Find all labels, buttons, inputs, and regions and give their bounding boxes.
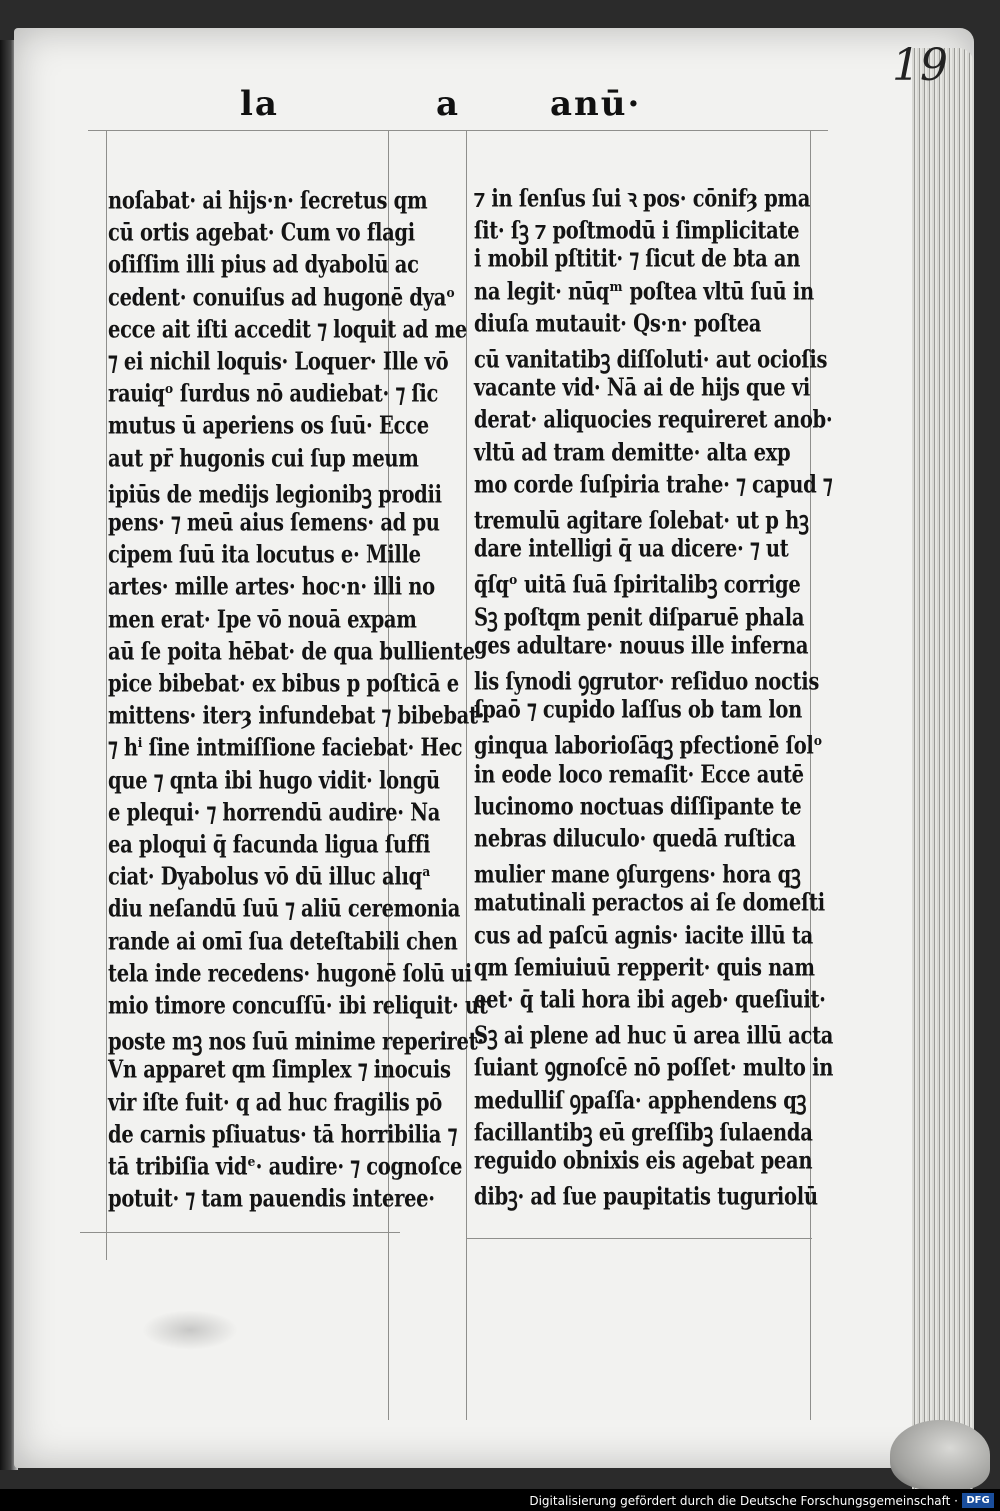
left-line: ciat· Dyabolus vō dū illuc alıqᵃ <box>108 862 431 891</box>
left-line: aū ſe poita hēbat· de qua bulliente <box>108 636 475 666</box>
left-line: tā tribiſia vidᵉ· audire· ⁊ cognoſce <box>108 1152 463 1181</box>
right-line: reguido obnixis eis agebat pean <box>474 1146 813 1175</box>
left-line: tela inde recedens· hugonē ſolū ui <box>108 958 472 988</box>
left-line: ea ploqui q̄ facunda ligua ſuffi <box>108 830 431 859</box>
left-line: rauiqᵒ ſurdus nō audiebat· ⁊ ſic <box>108 379 439 408</box>
left-line: diu neſandū ſuū ⁊ aliū ceremonia <box>108 894 461 924</box>
left-line: artes· mille artes· hoc·n· illi no <box>108 572 435 602</box>
footer-credit: Digitalisierung gefördert durch die Deutsche Forschungsgemeinschaft · <box>529 1494 958 1508</box>
left-line: mutus ū aperiens os ſuū· Ecce <box>108 411 429 441</box>
dfg-logo: DFG <box>962 1493 994 1508</box>
right-line: eet· q̄ tali hora ibi ageb· queſiuit· <box>474 985 826 1014</box>
running-header-left: la <box>240 84 279 124</box>
right-line: ginqua laborioſāqꝫ pfectionē ſolᵒ <box>474 731 823 760</box>
right-line: facillantibꝫ eū greſſibꝫ ſulaenda <box>474 1117 813 1147</box>
ruling-left-bottom <box>80 1232 400 1233</box>
right-line: qm ſemiuiuū repperit· quis nam <box>474 952 815 982</box>
right-line: mo corde ſuſpiria trahe· ⁊ capud ⁊ <box>474 469 833 499</box>
left-line: ecce ait iſti accedit ⁊ loquit ad me <box>108 314 468 344</box>
left-line: oſiſſim illi pius ad dyabolū ac <box>108 250 419 280</box>
right-line: lis ſynodi ꝯgrutor· reſiduo noctis <box>474 666 820 696</box>
ruling-top <box>88 130 828 131</box>
right-line: ⁊ in ſenſus ſui ꝛ pos· cōnifȝ pma <box>474 183 811 213</box>
left-line: pens· ⁊ meū aius ſemens· ad pu <box>108 508 440 537</box>
right-line: lucinomo noctuas diſſipante te <box>474 791 802 821</box>
left-line: que ⁊ qnta ibi hugo vidit· longū <box>108 765 440 795</box>
left-line: Vn apparet qm ſimplex ⁊ inocuis <box>108 1055 451 1085</box>
right-line: vltū ad tram demitte· alta exp <box>474 437 791 467</box>
left-line: ⁊ ei nichil loquis· Loquer· Ille vō <box>108 347 449 376</box>
footer-bar <box>0 1489 1000 1511</box>
ink-smudge <box>142 1310 238 1350</box>
left-line: potuit· ⁊ tam pauendis interee· <box>108 1184 435 1213</box>
left-line: noſabat· ai hijs·n· ſecretus qm <box>108 186 428 215</box>
ruling-right-bottom <box>466 1238 812 1239</box>
right-line: derat· aliquocies requireret anob· <box>474 405 833 435</box>
right-line: nebras diluculo· quedā ruſtica <box>474 824 796 853</box>
right-line: in eode loco remaſit· Ecce autē <box>474 759 804 789</box>
page-block-edges <box>912 48 974 1498</box>
running-header-right: anū· <box>550 84 642 124</box>
left-line: rande ai omī ſua deteſtabili chen <box>108 926 458 956</box>
left-line: poste mꝫ nos ſuū minime reperiret· <box>108 1026 484 1056</box>
left-line: mittens· iterȝ infundebat ⁊ bibebat· <box>108 701 485 730</box>
right-line: ges adultare· nouus ille inferna <box>474 630 809 660</box>
right-line: Sꝫ ai plene ad huc ū area illū acta <box>474 1020 834 1050</box>
left-line: mio timore concuſſū· ibi reliquit· ut <box>108 991 488 1020</box>
folio-number: 19 <box>892 40 948 91</box>
right-line: i mobil pſtitit· ⁊ ſicut de bta an <box>474 244 801 274</box>
left-line: cū ortis agebat· Cum vo flagi <box>108 218 415 247</box>
right-line: ſpaō ⁊ cupido laſſus ob tam lon <box>474 695 803 724</box>
left-line: aut pr̄ hugonis cui ſup meum <box>108 443 419 473</box>
left-line: e plequi· ⁊ horrendū audire· Na <box>108 797 441 827</box>
left-line: ⁊ hⁱ ſine intmiſſione faciebat· Hec <box>108 733 463 763</box>
left-line: de carnis pſiuatus· tā horribilia ⁊ <box>108 1119 457 1149</box>
left-line: ipiūs de medijs legionibꝫ prodii <box>108 479 442 509</box>
right-line: q̄ſqᵒ uitā ſuā ſpiritalibꝫ corrige <box>474 570 801 599</box>
left-line: pice bibebat· ex bibus p poſticā e <box>108 669 459 698</box>
ruling-right-outer <box>810 130 811 1420</box>
right-line: cus ad paſcū agnis· iacite illū ta <box>474 920 813 950</box>
ruling-left-outer <box>106 130 107 1260</box>
right-line: tremulū agitare ſolebat· ut p hꝫ <box>474 505 809 535</box>
left-line: cedent· conuiſus ad hugonē dyaᵒ <box>108 282 455 312</box>
right-line: dibꝫ· ad ſue paupitatis tuguriolū <box>474 1181 818 1211</box>
holding-thumb <box>890 1420 990 1490</box>
right-line: Sꝫ poſtqm penit diſparuē phala <box>474 602 805 632</box>
right-line: mulier mane ꝯſurgens· hora qꝫ <box>474 859 801 889</box>
left-line: men erat· Ipe vō nouā expam <box>108 604 417 634</box>
right-line: ſit· ſꝫ ⁊ poſtmodū i ſimplicitate <box>474 215 800 245</box>
right-line: vacante vid· Nā ai de hijs que vi <box>474 373 810 402</box>
running-header-middle: a <box>436 84 461 124</box>
right-line: cū vanitatibꝫ diſſoluti· aut ocioſis <box>474 344 828 374</box>
right-line: ſuiant ꝯgnoſcē nō poſſet· multo in <box>474 1053 834 1082</box>
right-line: matutinali peractos ai ſe domeſti <box>474 888 825 918</box>
right-line: na legit· nūqᵐ poſtea vltū ſuū in <box>474 276 814 306</box>
right-line: dare intelligi q̄ ua dicere· ⁊ ut <box>474 534 789 563</box>
left-line: cipem ſuū ita locutus e· Mille <box>108 540 421 569</box>
right-line: diuſa mutauit· Qs·n· poſtea <box>474 308 762 338</box>
left-line: vir iſte fuit· q ad huc fragilis pō <box>108 1087 442 1117</box>
right-line: medulliſ ꝯpaſſa· apphendens qꝫ <box>474 1085 807 1115</box>
